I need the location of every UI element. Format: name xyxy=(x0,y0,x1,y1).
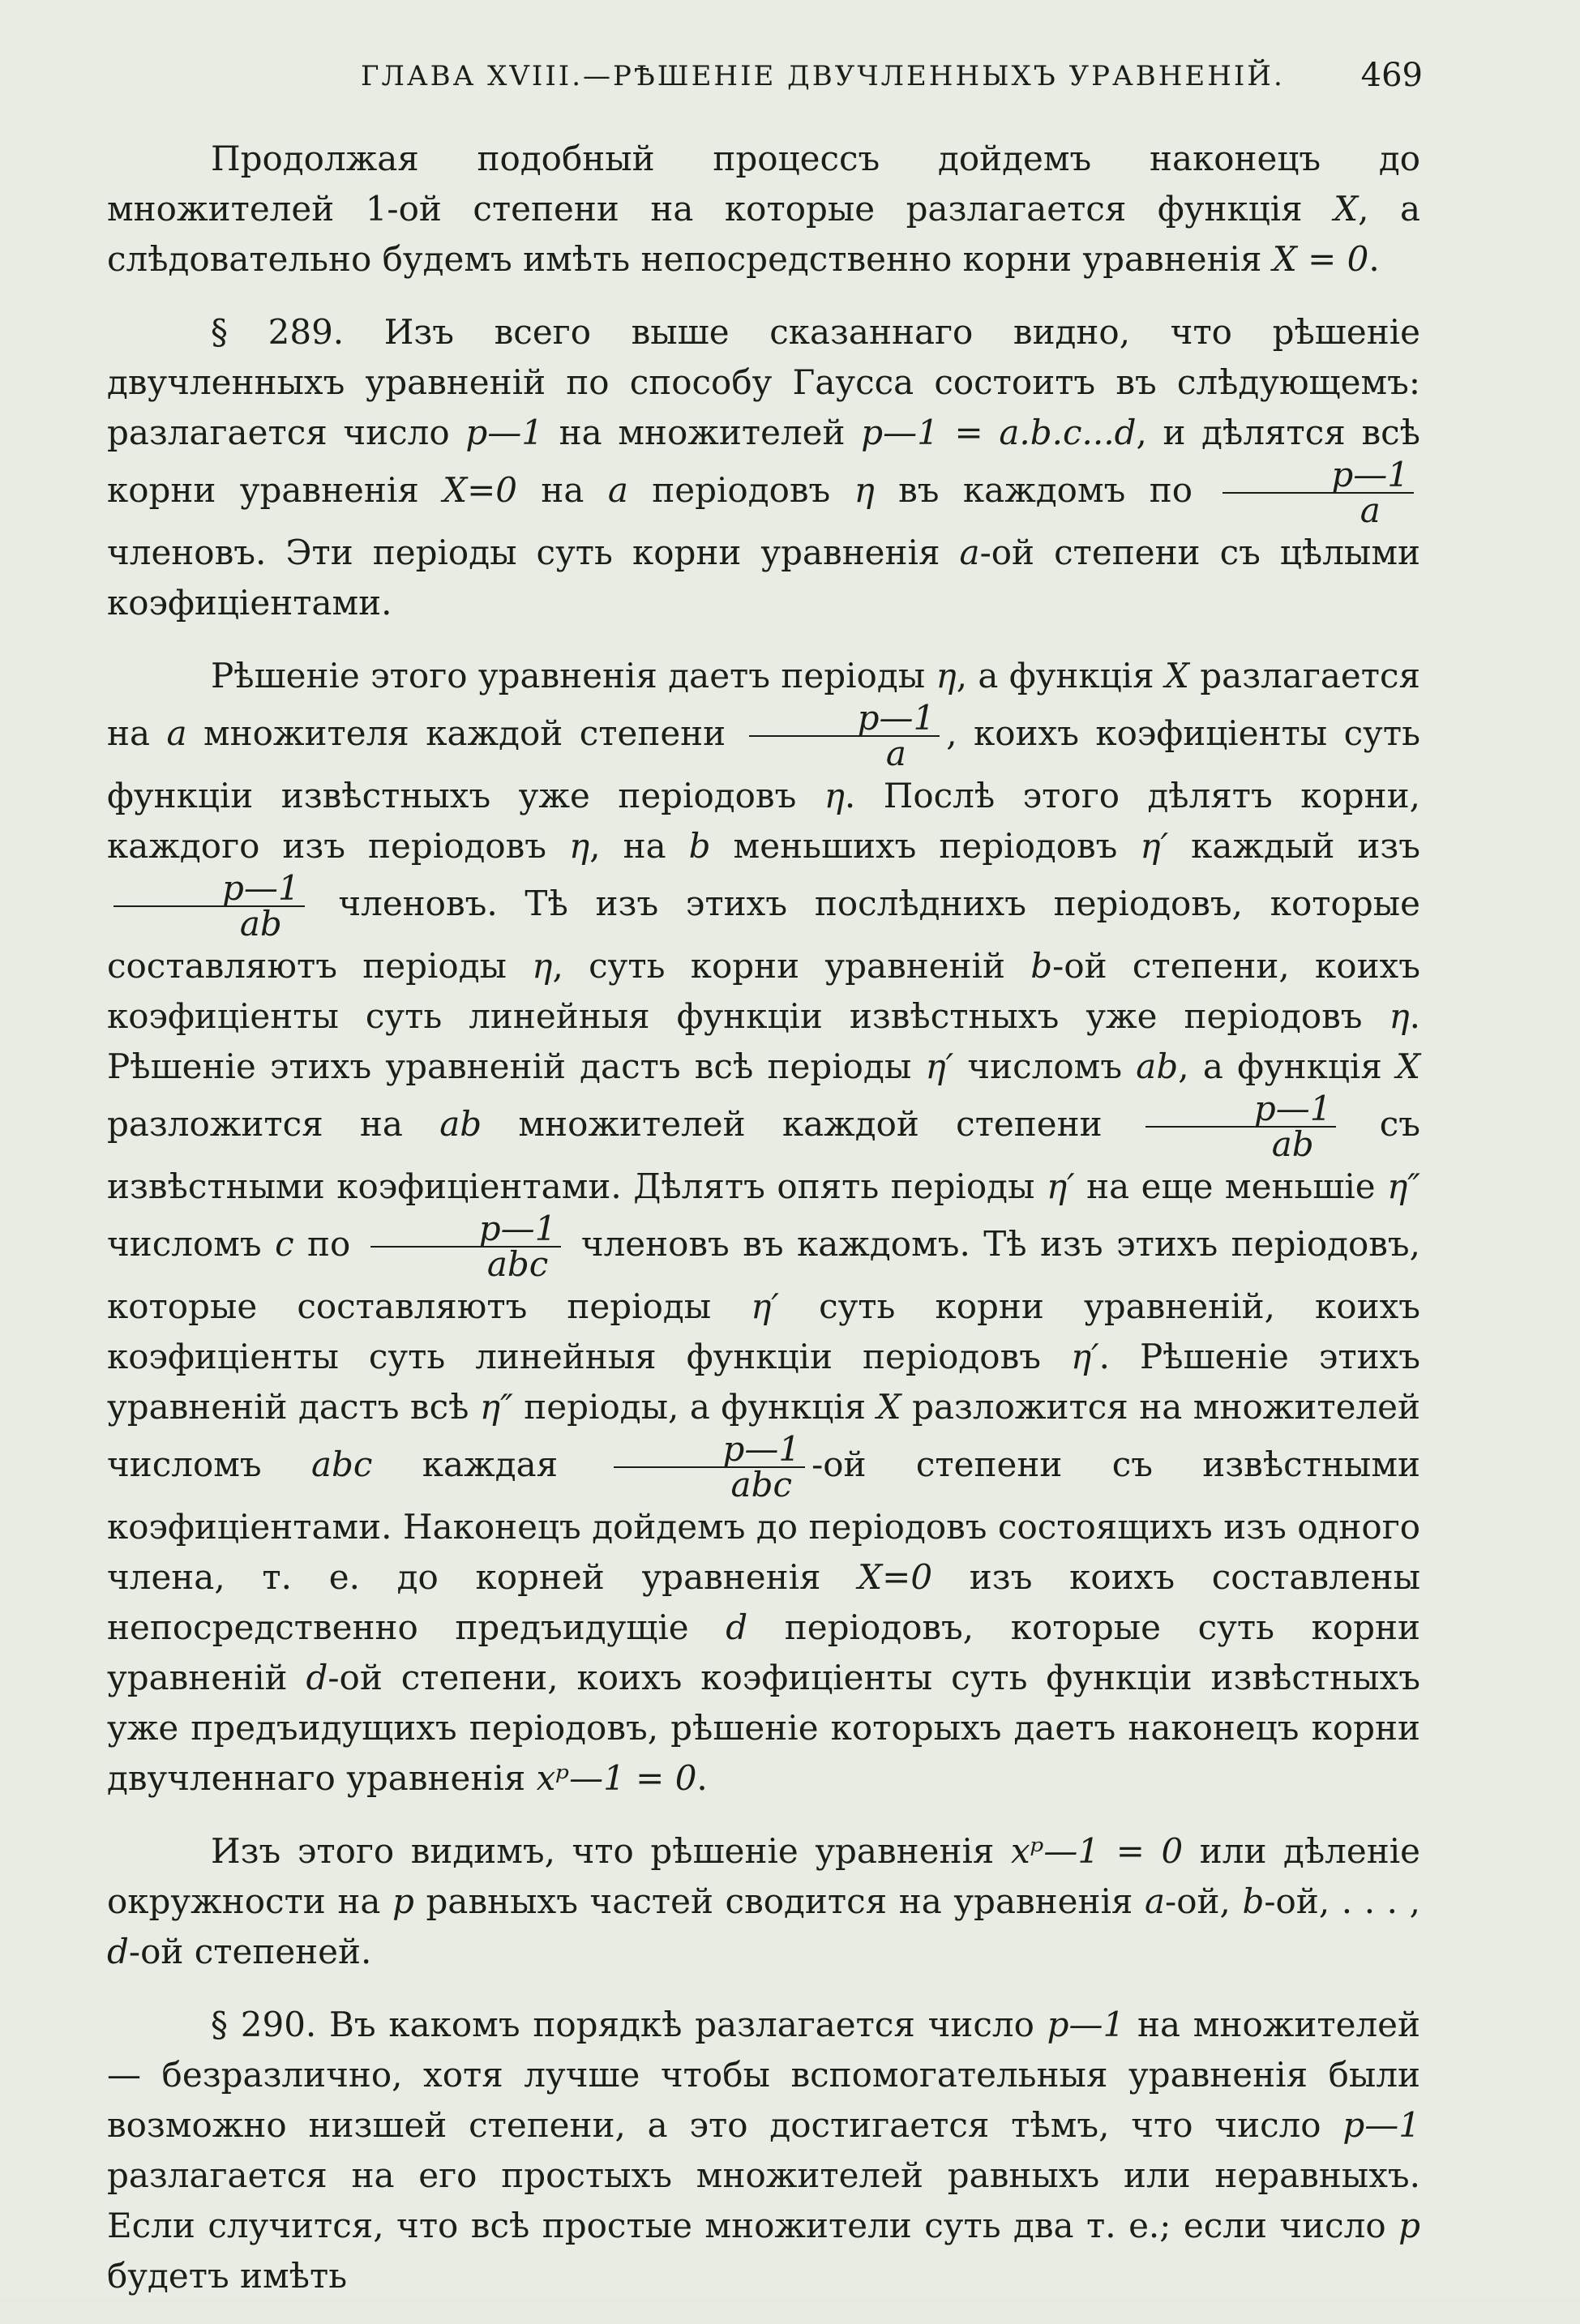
fraction-p1-over-abc: $\frac{p—1}{\text{abc}}$ xyxy=(370,1212,562,1282)
running-title: ГЛАВА XVIII.—РѢШЕНІЕ ДВУЧЛЕННЫХЪ УРАВНЕНІЙ. xyxy=(361,60,1285,92)
fraction-p1-over-a: $\frac{p—1}{a}$ xyxy=(1222,458,1414,528)
paragraph-conclusion: Изъ этого видимъ, что рѣшеніе уравненія xᵖ—1 = 0 или дѣленіе окружности на p равныхъ частей сводится на уравненія a-ой, b-ой, . . . , d-ой степеней. xyxy=(107,1831,1421,1971)
page-number: 469 xyxy=(1360,57,1423,94)
page-body xyxy=(107,134,1420,2324)
fraction-p1-over-ab: $\frac{p—1}{ab}$ xyxy=(113,871,305,941)
fraction-p1-over-a: $\frac{p—1}{a}$ xyxy=(749,701,940,771)
paragraph-1: Продолжая подобный процессъ дойдемъ наконецъ до множителей 1-ой степени на которые разлагается функція X, а слѣдовательно будемъ имѣть непосредственно корни уравненія X = 0. xyxy=(107,139,1420,279)
page-header xyxy=(361,57,1447,105)
fraction-p1-over-abc: $\frac{p—1}{\text{abc}}$ xyxy=(614,1432,805,1502)
fraction-p1-over-ab: $\frac{p—1}{ab}$ xyxy=(1145,1092,1337,1162)
paragraph-289: § 289. Изъ всего выше сказаннаго видно, что рѣшеніе двучленныхъ уравненій по способу Гаусса состоитъ въ слѣдующемъ: разлагается число p—1 на множителей p—1 = a.b.c...d, и дѣлятся всѣ корни уравненія X=0 на a періодовъ η въ каждомъ по $\frac{p—1}{a}$ членовъ. Эти періоды суть корни уравненія a-ой степени съ цѣлыми коэфиціентами. xyxy=(107,312,1421,623)
paragraph-solution: Рѣшеніе этого уравненія даетъ періоды η, а функція X разлагается на a множителя каждой степени $\frac{p—1}{a}$ , коихъ коэфиціенты суть функціи извѣстныхъ уже періодовъ η. Послѣ этого дѣлятъ корни, каждого изъ періодовъ η, на b меньшихъ періодовъ η′ каждый изъ $\frac{p—1}{ab}$ членовъ. Тѣ изъ этихъ послѣднихъ періодовъ, которые составляютъ періоды η, суть корни уравненій b-ой степени, коихъ коэфиціенты суть линейныя функціи извѣстныхъ уже періодовъ η. Рѣшеніе этихъ уравненій дастъ всѣ періоды η′ числомъ ab, а функція X разложится на ab множителей каждой степени $\frac{p—1}{ab}$ съ извѣстными коэфиціентами. Дѣлятъ опять періоды η′ на еще меньшіе η″ числомъ c по $\frac{p—1}{\text{abc}}$ членовъ въ каждомъ. Тѣ изъ этихъ періодовъ, которые составляютъ періоды η′ суть корни уравненій, коихъ коэфиціенты суть линейныя функціи періодовъ η′. Рѣшеніе этихъ уравненій дастъ всѣ η″ періоды, а функція X разложится на множителей числомъ abc каждая $\frac{p—1}{\text{abc}}$ -ой степени съ извѣстными коэфиціентами. Наконецъ дойдемъ до періодовъ состоящихъ изъ одного члена, т. е. до корней уравненія X=0 изъ коихъ составлены непосредственно предъидущіе d періодовъ, которые суть корни уравненій d-ой степени, коихъ коэфиціенты суть функціи извѣстныхъ уже предъидущихъ періодовъ, рѣшеніе которыхъ даетъ наконецъ корни двучленнаго уравненія xᵖ—1 = 0. xyxy=(107,656,1420,1798)
paragraph-290: § 290. Въ какомъ порядкѣ разлагается число p—1 на множителей — безразлично, хотя лучше чтобы вспомогательныя уравненія были возможно низшей степени, а это достигается тѣмъ, что число p—1 разлагается на его простыхъ множителей равныхъ или неравныхъ. Если случится, что всѣ простые множители суть два т. е.; если число p будетъ имѣть xyxy=(107,2005,1420,2296)
